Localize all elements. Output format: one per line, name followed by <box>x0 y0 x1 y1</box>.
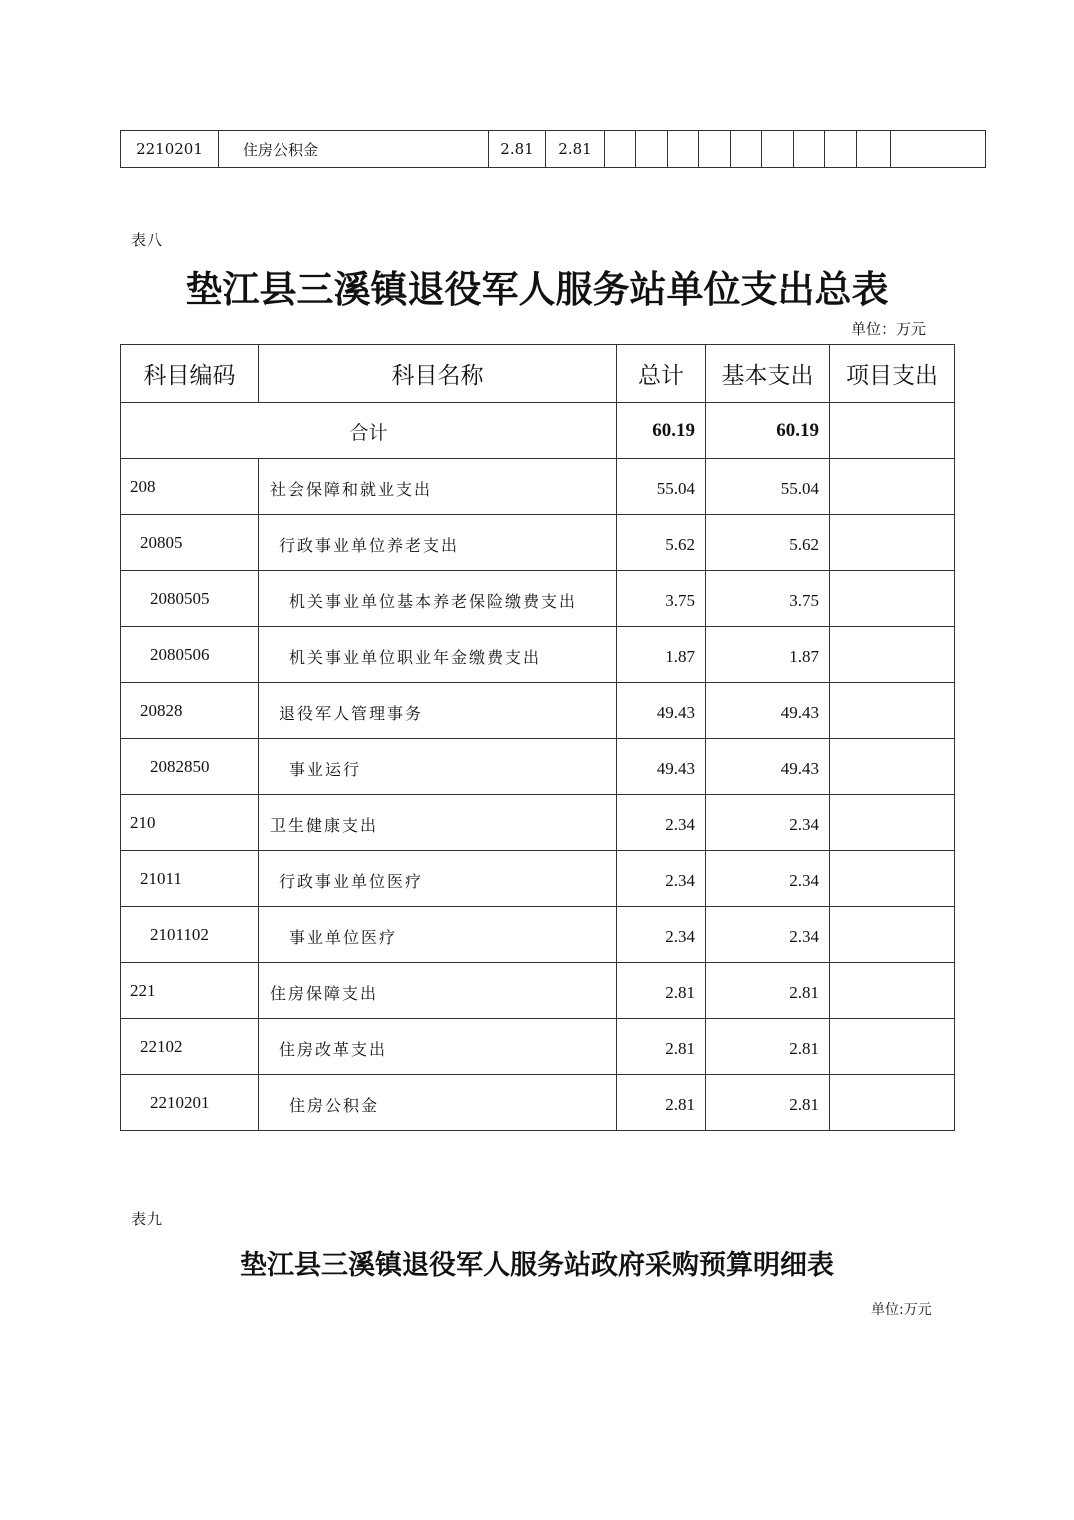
total-label: 合计 <box>121 403 617 459</box>
total-cell: 49.43 <box>617 683 706 739</box>
basic-cell: 49.43 <box>706 683 830 739</box>
table-tag: 表九 <box>131 1210 164 1228</box>
table-row <box>121 683 955 739</box>
basic-cell: 2.81 <box>706 1019 830 1075</box>
table-row <box>121 131 986 168</box>
subject-code: 22102 <box>121 1019 259 1075</box>
total-cell: 5.62 <box>617 515 706 571</box>
subject-code: 2082850 <box>121 739 259 795</box>
subject-code: 2210201 <box>121 1075 259 1131</box>
subject-name: 社会保障和就业支出 <box>259 459 617 515</box>
project-cell <box>830 1019 955 1075</box>
subject-name: 机关事业单位职业年金缴费支出 <box>259 627 617 683</box>
subject-code: 2080505 <box>121 571 259 627</box>
total-total: 60.19 <box>617 403 706 459</box>
basic-cell: 2.34 <box>706 907 830 963</box>
basic-cell: 49.43 <box>706 739 830 795</box>
basic-cell: 3.75 <box>706 571 830 627</box>
value-cell <box>668 131 699 168</box>
total-cell: 55.04 <box>617 459 706 515</box>
value-cell <box>794 131 825 168</box>
table-tag: 表八 <box>131 231 164 249</box>
basic-cell: 2.81 <box>706 1075 830 1131</box>
project-cell <box>830 515 955 571</box>
unit-label: 单位：万元 <box>851 320 927 338</box>
subject-code: 2080506 <box>121 627 259 683</box>
page-title: 垫江县三溪镇退役军人服务站单位支出总表 <box>185 267 889 311</box>
table-row <box>121 515 955 571</box>
subject-code: 20805 <box>121 515 259 571</box>
project-cell <box>830 739 955 795</box>
project-cell <box>830 459 955 515</box>
value-cell: 2.81 <box>489 131 546 168</box>
header-total: 总计 <box>617 345 706 403</box>
subject-code: 2101102 <box>121 907 259 963</box>
table-row <box>121 963 955 1019</box>
subject-name: 事业运行 <box>259 739 617 795</box>
total-cell: 2.34 <box>617 907 706 963</box>
basic-cell: 55.04 <box>706 459 830 515</box>
project-cell <box>830 1075 955 1131</box>
total-cell: 2.34 <box>617 851 706 907</box>
value-cell <box>605 131 636 168</box>
subject-name: 退役军人管理事务 <box>259 683 617 739</box>
project-cell <box>830 851 955 907</box>
table-row <box>121 795 955 851</box>
subject-name: 卫生健康支出 <box>259 795 617 851</box>
total-cell: 2.81 <box>617 1019 706 1075</box>
header-name: 科目名称 <box>259 345 617 403</box>
table-row <box>121 1075 955 1131</box>
total-cell: 2.34 <box>617 795 706 851</box>
value-cell <box>825 131 857 168</box>
value-cell <box>699 131 731 168</box>
basic-cell: 5.62 <box>706 515 830 571</box>
page-title: 垫江县三溪镇退役军人服务站政府采购预算明细表 <box>240 1250 834 1281</box>
expenditure-summary-table <box>120 344 955 1131</box>
subject-name: 行政事业单位养老支出 <box>259 515 617 571</box>
table-row <box>121 459 955 515</box>
subject-name: 事业单位医疗 <box>259 907 617 963</box>
subject-name: 住房公积金 <box>259 1075 617 1131</box>
unit-label: 单位:万元 <box>871 1302 932 1318</box>
total-cell: 1.87 <box>617 627 706 683</box>
project-cell <box>830 907 955 963</box>
project-cell <box>830 963 955 1019</box>
table-row <box>121 851 955 907</box>
subject-name: 住房公积金 <box>219 131 489 168</box>
subject-name: 机关事业单位基本养老保险缴费支出 <box>259 571 617 627</box>
table-header-row <box>121 345 955 403</box>
total-cell: 49.43 <box>617 739 706 795</box>
header-basic: 基本支出 <box>706 345 830 403</box>
header-project: 项目支出 <box>830 345 955 403</box>
basic-cell: 2.34 <box>706 851 830 907</box>
value-cell: 2.81 <box>546 131 605 168</box>
table-row <box>121 907 955 963</box>
subject-name: 住房改革支出 <box>259 1019 617 1075</box>
project-cell <box>830 795 955 851</box>
value-cell <box>731 131 762 168</box>
value-cell <box>762 131 794 168</box>
project-cell <box>830 627 955 683</box>
subject-code: 20828 <box>121 683 259 739</box>
basic-cell: 2.34 <box>706 795 830 851</box>
subject-code: 208 <box>121 459 259 515</box>
project-cell <box>830 571 955 627</box>
table-row <box>121 739 955 795</box>
subject-code: 21011 <box>121 851 259 907</box>
total-project <box>830 403 955 459</box>
total-cell: 3.75 <box>617 571 706 627</box>
subject-code: 221 <box>121 963 259 1019</box>
table-row <box>121 627 955 683</box>
basic-cell: 2.81 <box>706 963 830 1019</box>
value-cell <box>891 131 986 168</box>
subject-code: 2210201 <box>121 131 219 168</box>
table-row <box>121 1019 955 1075</box>
table-row <box>121 571 955 627</box>
value-cell <box>636 131 668 168</box>
total-row <box>121 403 955 459</box>
subject-name: 行政事业单位医疗 <box>259 851 617 907</box>
subject-name: 住房保障支出 <box>259 963 617 1019</box>
value-cell <box>857 131 891 168</box>
basic-cell: 1.87 <box>706 627 830 683</box>
total-basic: 60.19 <box>706 403 830 459</box>
project-cell <box>830 683 955 739</box>
total-cell: 2.81 <box>617 963 706 1019</box>
previous-table-last-row <box>120 130 986 168</box>
header-code: 科目编码 <box>121 345 259 403</box>
subject-code: 210 <box>121 795 259 851</box>
total-cell: 2.81 <box>617 1075 706 1131</box>
